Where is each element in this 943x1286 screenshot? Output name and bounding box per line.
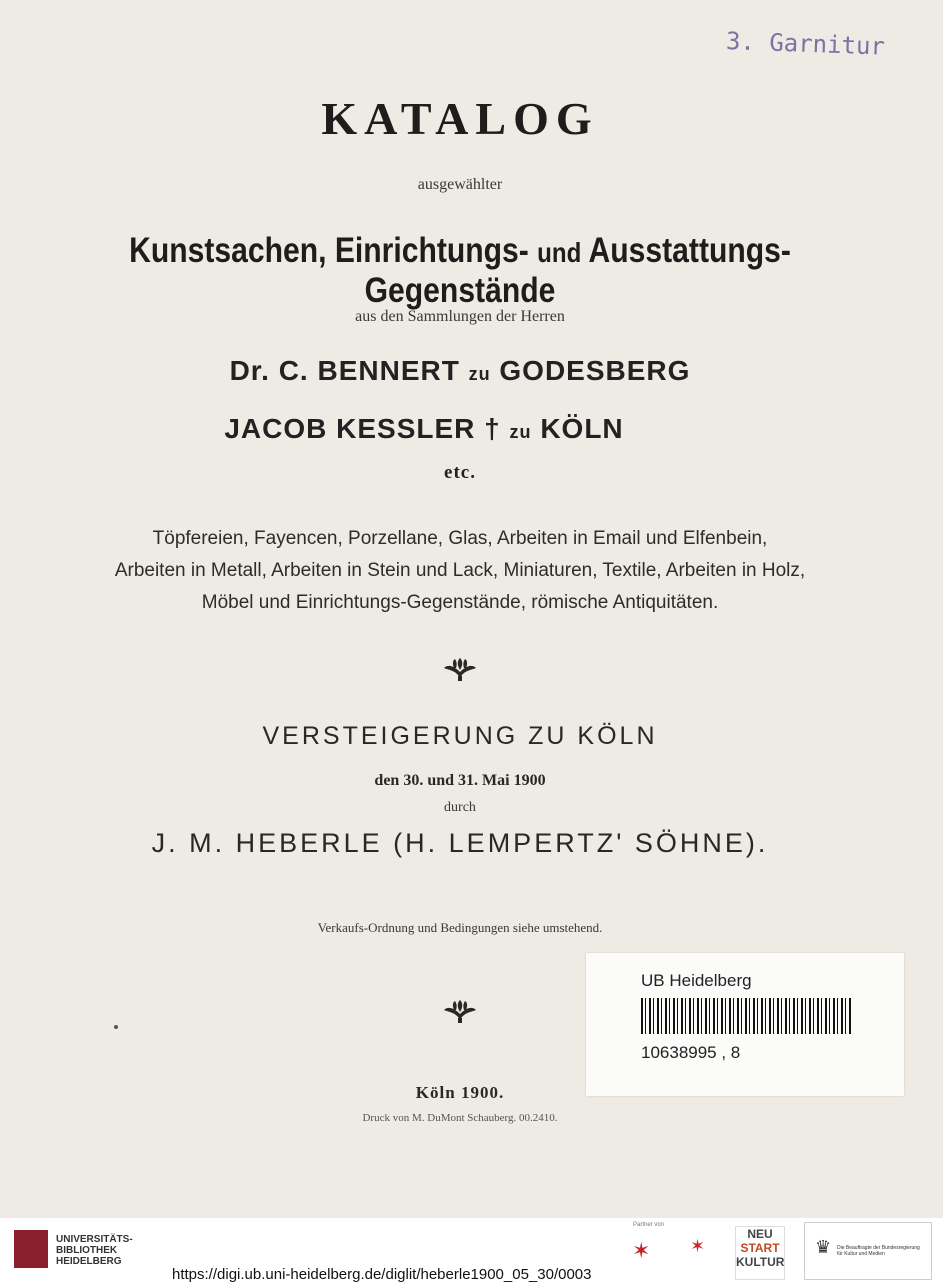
collections-line: aus den Sammlungen der Herren [355,308,565,325]
item-line-3: Möbel und Einrichtungs-Gegenstände, römische Antiquitäten. [201,592,719,613]
uni-line-1: UNIVERSITÄTS- [56,1234,133,1245]
fleuron-icon [442,998,478,1024]
catalog-title: KATALOG [321,93,599,144]
collector-2-place: KÖLN [540,413,624,444]
uni-line-2: BIBLIOTHEK [56,1245,118,1256]
catalog-subtitle [64,231,855,311]
neustart-neu: NEU [747,1227,773,1241]
collector-2-zu: zu [509,422,532,442]
terms-note: Verkaufs-Ordnung und Bedingungen siehe umstehend. [317,920,603,935]
item-list [0,523,920,619]
collector-1-zu: zu [468,364,491,384]
library-name: UB Heidelberg [641,971,752,990]
neustart-kultur: KULTUR [736,1255,785,1269]
auction-dates: den 30. und 31. Mai 1900 [374,772,546,789]
collector-2-name: JACOB KESSLER † [224,413,501,444]
library-code: 10638995 , 8 [641,1043,741,1062]
subtitle-part2: Ausstattungs-Gegenstände [364,231,791,310]
auctioneer-name: J. M. HEBERLE (H. LEMPERTZ' SÖHNE). [151,828,769,858]
etc-text: etc. [444,462,476,483]
partner-logo-1-icon[interactable]: ✶ [632,1238,651,1263]
collector-2 [0,413,884,445]
garnitur-stamp: 3. Garnitur [725,27,886,61]
fleuron-icon [0,656,920,689]
neustart-start: START [740,1241,780,1255]
fleuron-icon-svg [442,656,478,682]
eagle-icon: ♛ [815,1237,832,1257]
selected-line: ausgewählter [417,176,503,193]
university-logo-icon[interactable] [14,1230,48,1268]
viewer-footer [0,1218,943,1286]
library-label [586,953,904,1096]
subtitle-part1: Kunstsachen, Einrichtungs- [129,231,529,270]
item-line-1: Töpfereien, Fayencen, Porzellane, Glas, Arbeiten in Email und Elfenbein, [152,528,768,549]
neustart-kultur-logo[interactable] [735,1226,785,1280]
university-name[interactable] [56,1234,133,1267]
partner-label: Partner von [633,1222,665,1228]
partner-logo-2-icon[interactable]: ✶ [690,1236,706,1256]
barcode-icon [641,998,851,1034]
subtitle-und: und [537,237,582,268]
bund-text: Die Beauftragte der Bundesregierung für Kultur und Medien [837,1245,920,1257]
paper-speck [114,1025,118,1029]
uni-line-3: HEIDELBERG [56,1256,122,1267]
collector-1-name: Dr. C. BENNERT [229,355,460,386]
city-year: Köln 1900. [415,1083,505,1102]
collector-1-place: GODESBERG [499,355,691,386]
auction-heading: VERSTEIGERUNG ZU KÖLN [262,722,658,750]
item-line-2: Arbeiten in Metall, Arbeiten in Stein und Lack, Miniaturen, Textile, Arbeiten in Holz, [114,560,806,581]
collector-1 [0,355,920,387]
printer-line: Druck von M. DuMont Schauberg. 00.2410. [362,1112,558,1124]
durch-text: durch [444,800,476,815]
federal-government-logo[interactable] [804,1222,932,1280]
permalink-url[interactable]: https://digi.ub.uni-heidelberg.de/diglit/heberle1900_05_30/0003 [172,1266,592,1283]
